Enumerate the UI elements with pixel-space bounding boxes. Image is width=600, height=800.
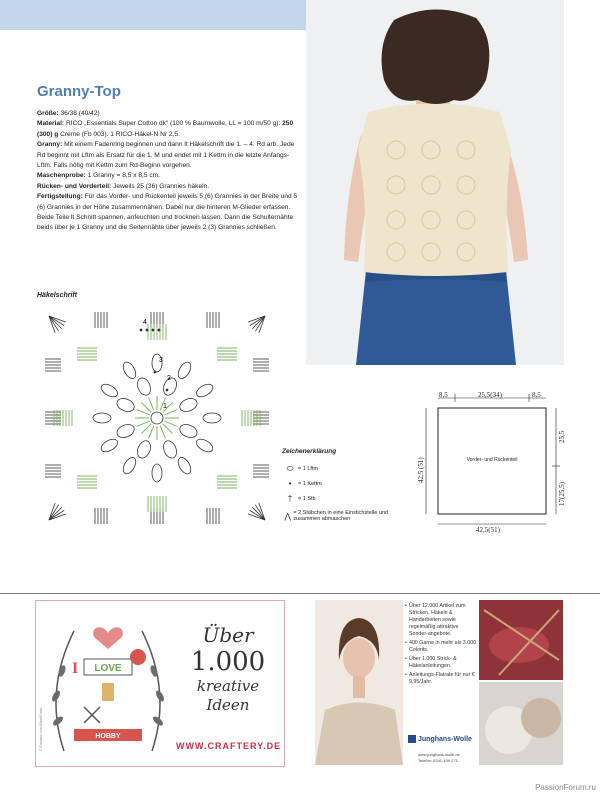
legend-label: = 1 Stb: [298, 495, 316, 502]
dim-top-right: 8,5: [532, 391, 541, 399]
thread-spool-icon: [102, 683, 114, 701]
logo-mark-icon: [408, 735, 416, 743]
material-label: Material:: [37, 120, 65, 128]
schematic-diagram: [408, 388, 568, 533]
dim-right-upper: 25,5: [558, 430, 566, 443]
magic-ring: [151, 412, 163, 424]
chain-loop: [178, 396, 199, 414]
i-letter: I: [72, 660, 79, 677]
slogan-number: 1.000: [190, 647, 266, 677]
junghans-features: [405, 603, 477, 688]
stitch-mark: [137, 421, 150, 426]
section-divider: [0, 593, 600, 594]
junghans-url[interactable]: www.junghans-wolle.de: [418, 752, 460, 757]
stitch-mark: [141, 402, 151, 412]
pattern-title: Granny-Top: [37, 83, 121, 100]
junghans-model-photo: [315, 600, 403, 765]
chain-loop: [176, 360, 194, 381]
craftery-slogan: [176, 623, 280, 715]
dim-bottom: 42,5(51): [476, 526, 500, 533]
scissors-icon: [84, 707, 100, 723]
legend-item: [282, 506, 402, 526]
slogan-word2: Ideen: [206, 696, 250, 714]
chain-loop: [121, 360, 139, 381]
craft-illustration: [44, 611, 172, 759]
slip-stitch-dot: [166, 389, 169, 392]
model-photo: [306, 0, 564, 365]
stitch-mark: [163, 424, 173, 434]
chain-loop: [152, 464, 162, 482]
chain-loop: [115, 422, 136, 440]
gauge-label: Maschenprobe:: [37, 172, 86, 180]
body-label: Rücken- und Vorderteil:: [37, 182, 112, 190]
material-text-2: Creme (Fb 003). 1 RICO-Häkel-N Nr 2,5.: [58, 130, 180, 138]
slogan-ueber: Über: [202, 623, 254, 647]
body-text: Jeweils 25 (36) Grannies häkeln.: [111, 182, 210, 190]
knitting-photo: [479, 600, 563, 680]
craftery-ad[interactable]: [35, 600, 285, 767]
gauge-text: 1 Granny = 8,5 x 8,5 cm.: [85, 172, 160, 180]
legend-item: [282, 476, 402, 491]
slip-stitch-dot: [158, 329, 161, 332]
feature-item: • Anleitungs-Flatrate für nur € 9,95/Jahr.: [405, 672, 477, 686]
chain-stitch-icon: ⬭: [286, 463, 294, 473]
love-text: LOVE: [94, 663, 122, 674]
chain-loop: [99, 437, 120, 455]
dim-top-mid: 25,5(34): [478, 391, 502, 399]
double-crochet-icon: †: [287, 494, 293, 503]
feature-item: • Über 12.000 Artikel zum Stricken, Häkeln & Handarbeiten sowie regelmäßig attraktive Sonder-angebote.: [405, 603, 477, 638]
round-number: 2: [167, 375, 171, 382]
chain-loop: [121, 455, 139, 476]
chain-loop: [203, 413, 221, 423]
size-value: 36/38 (40/42): [58, 110, 100, 117]
slip-stitch-dot: [140, 329, 143, 332]
decrease-icon: ⋀: [284, 511, 291, 521]
size-label: Größe:: [37, 110, 59, 117]
legend-title: Zeichenerklärung: [282, 448, 337, 455]
stitch-mark: [149, 425, 154, 438]
yarn-photo: [479, 682, 563, 765]
stitch-mark: [137, 410, 150, 415]
feature-item: • 400 Garne in mehr als 3.000 Colorits.: [405, 640, 477, 654]
stitch-mark: [141, 424, 151, 434]
craftery-url[interactable]: WWW.CRAFTERY.DE: [176, 741, 282, 751]
chain-loop: [135, 376, 153, 397]
junghans-logo[interactable]: [408, 735, 472, 743]
round-number: 3: [159, 357, 163, 364]
dim-top-left: 8,5: [439, 391, 448, 399]
round-number: 4: [143, 319, 147, 326]
chain-loop: [176, 455, 194, 476]
legend-label: = 2 Stäbchen in eine Einstichstelle und zusammen abmaschen: [293, 510, 388, 522]
crochet-chart-title: Häkelschrift: [37, 292, 78, 299]
dim-right-lower: 17(25,5): [558, 482, 566, 506]
granny-text: Mit einem Fadenring beginnen und dann lt Häkelschrift die 1. – 4. Rd arb. Jede Rd beginnt mit Lftm als Ersatz für die 1. M und endet mit 1 Kettm in die letzte Anfangs-Lftm. Falls nötig mit Kettm zum Rd-Beginn vorgehen.: [37, 141, 295, 170]
legend-item: [282, 491, 402, 506]
stitch-mark: [149, 398, 154, 411]
image-credit: © Enkaalo.com/iStockPhoto: [39, 707, 43, 751]
dim-left: 42,5 (51): [417, 457, 425, 483]
slip-stitch-dot: [152, 329, 155, 332]
pattern-instructions: [37, 109, 300, 234]
stitch-mark: [160, 425, 165, 438]
chain-loop: [115, 396, 136, 414]
slip-stitch-dot: [146, 329, 149, 332]
feature-item: • Über 1.000 Strick- & Häkelanleitungen.: [405, 656, 477, 670]
material-amount: 250 (300) g: [37, 120, 294, 138]
slip-stitch-icon: •: [288, 479, 292, 488]
logo-text: Junghans-Wolle: [418, 735, 472, 743]
finishing-label: Fertigstellung:: [37, 193, 83, 201]
legend-item: [282, 461, 402, 476]
chain-loop: [93, 413, 111, 423]
chain-loop: [194, 437, 215, 455]
yarn-ball-icon: [130, 649, 146, 665]
chain-loop: [161, 439, 179, 460]
watermark: PassionForum.ru: [535, 783, 596, 792]
hobby-banner: HOBBY: [95, 733, 121, 740]
heart-icon: [93, 627, 123, 649]
chain-loop: [99, 382, 120, 400]
stitch-mark: [164, 410, 177, 415]
chart-legend: [282, 448, 402, 526]
stitch-mark: [164, 421, 177, 426]
schematic-center-label: Vorder- und Rückenteil: [466, 457, 518, 463]
granny-label: Granny:: [37, 141, 63, 149]
slip-stitch-dot: [154, 371, 157, 374]
legend-label: = 1 Lftm: [298, 465, 319, 472]
chain-loop: [178, 422, 199, 440]
chain-loop: [135, 439, 153, 460]
chain-loop: [194, 382, 215, 400]
slogan-word1: kreative: [196, 677, 260, 695]
top-color-bar: [0, 0, 308, 30]
junghans-phone: Telefon: 0241-109 271: [418, 758, 458, 763]
legend-label: = 1 Kettm: [298, 480, 322, 487]
material-text: RICO „Essentials Super Cotton dk“ (100 % Baumwolle, LL = 100 m/50 g):: [64, 120, 283, 128]
round-number: 1: [163, 403, 167, 410]
model-illustration: [306, 0, 564, 365]
crochet-chart: [37, 306, 277, 530]
finishing-text: Für das Vorder- und Rückenteil jeweils 5 (6) Grannies in der Breite und 5 (6) Grannies in der Höhe zusammennähen. Dabei nur die hinteren M-Glieder erfassen. Beide Teile lt Schnitt spannen, anfeuchten und trocknen lassen. Dann die Schulternähte beids über je 1 Granny und die Seitennähte über jeweils 2 (3) Grannies schließen.: [37, 193, 298, 232]
